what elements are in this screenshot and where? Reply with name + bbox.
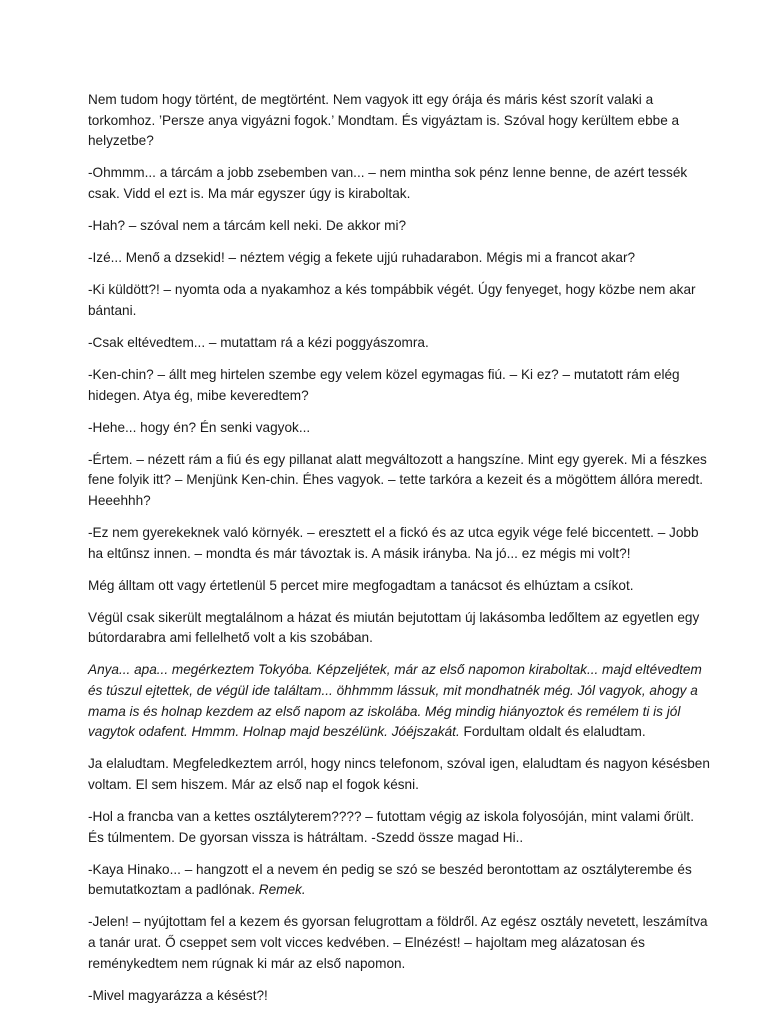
text-run: -Hah? – szóval nem a tárcám kell neki. De akkor mi? [88,217,407,233]
text-run: -Kaya Hinako... – hangzott el a nevem én pedig se szó se beszéd berontottam az osztályterembe és bemutatkoztam a padlónak. [88,861,692,898]
paragraph [88,608,710,649]
text-run: -Jelen! – nyújtottam fel a kezem és gyorsan felugrottam a földről. Az egész osztály nevetett, leszámítva a tanár urat. Ő cseppet sem volt vicces kedvében. – Elnézést! – hajoltam meg alázatosan és reménykedtem nem rúgnak ki már az első napomon. [88,914,708,971]
paragraph [88,365,710,406]
paragraph [88,90,710,152]
italic-text-run: Anya... apa... megérkeztem Tokyóba. Képzeljétek, már az első napomon kiraboltak... majd eltévedtem és túszul ejtettek, de végül ide találtam... öhhmmm lássuk, mit mondhatnék még. Jól vagyok, ahogy a mama is és holnap kezdem az első napom az iskolába. Még mindig hiányoztok és remélem ti is jól vagytok odafent. Hmmm. Holnap majd beszélünk. Jóéjszakát. [88,662,702,740]
paragraph [88,860,710,901]
text-run: Nem tudom hogy történt, de megtörtént. Nem vagyok itt egy órája és máris kést szorít valaki a torkomhoz. ’Persze anya vigyázni fogok.’ Mondtam. És vigyáztam is. Szóval hogy kerültem ebbe a helyzetbe? [88,92,680,149]
text-run: Ja elaludtam. Megfeledkeztem arról, hogy nincs telefonom, szóval igen, elaludtam és nagyon késésben voltam. El sem hiszem. Már az első nap el fogok késni. [88,756,710,792]
text-run: Még álltam ott vagy értetlenül 5 percet mire megfogadtam a tanácsot és elhúztam a csíkot. [88,577,634,593]
paragraph [88,807,710,848]
paragraph [88,163,710,204]
story-text [88,90,710,1006]
text-run: -Izé... Menő a dzsekid! – néztem végig a fekete ujjú ruhadarabon. Mégis mi a francot akar? [88,250,636,266]
paragraph [88,280,710,321]
italic-text-run: Remek. [258,882,306,898]
paragraph [88,450,710,512]
text-run: Végül csak sikerült megtalálnom a házat és miután bejutottam új lakásomba ledőltem az egyetlen egy bútordarabra ami fellelhető volt a kis szobában. [88,609,700,646]
text-run: -Mivel magyarázza a késést?! [88,987,268,1003]
paragraph [88,986,710,1007]
text-run: -Hol a francba van a kettes osztályterem???? – futottam végig az iskola folyosóján, mint valami őrült. És túlmentem. De gyorsan vissza is hátráltam. -Szedd össze magad Hi.. [88,809,694,845]
paragraph [88,418,710,439]
paragraph [88,660,710,742]
paragraph [88,912,710,974]
paragraph [88,576,710,597]
text-run: Fordultam oldalt és elaludtam. [459,724,646,740]
paragraph [88,754,710,795]
text-run: -Ki küldött?! – nyomta oda a nyakamhoz a kés tompábbik végét. Úgy fenyeget, hogy közbe nem akar bántani. [88,282,696,318]
paragraph [88,333,710,354]
paragraph [88,248,710,269]
paragraph [88,523,710,564]
text-run: -Értem. – nézett rám a fiú és egy pillanat alatt megváltozott a hangszíne. Mint egy gyerek. Mi a fészkes fene folyik itt? – Menjünk Ken-chin. Éhes vagyok. – tette tarkóra a kezeit és a mögöttem állóra meredt. Heeehhh? [88,451,707,508]
paragraph [88,216,710,237]
text-run: -Ohmmm... a tárcám a jobb zsebemben van... – nem mintha sok pénz lenne benne, de azért tessék csak. Vidd el ezt is. Ma már egyszer úgy is kiraboltak. [88,165,688,201]
text-run: -Ken-chin? – állt meg hirtelen szembe egy velem közel egymagas fiú. – Ki ez? – mutatott rám elég hidegen. Atya ég, mibe keveredtem? [88,366,680,403]
text-run: -Ez nem gyerekeknek való környék. – eresztett el a fickó és az utca egyik vége felé biccentett. – Jobb ha eltűnsz innen. – mondta és már távoztak is. A másik irányba. Na jó... ez mégis mi volt?! [88,525,699,561]
text-run: -Csak eltévedtem... – mutattam rá a kézi poggyászomra. [88,334,429,350]
text-run: -Hehe... hogy én? Én senki vagyok... [88,419,311,435]
